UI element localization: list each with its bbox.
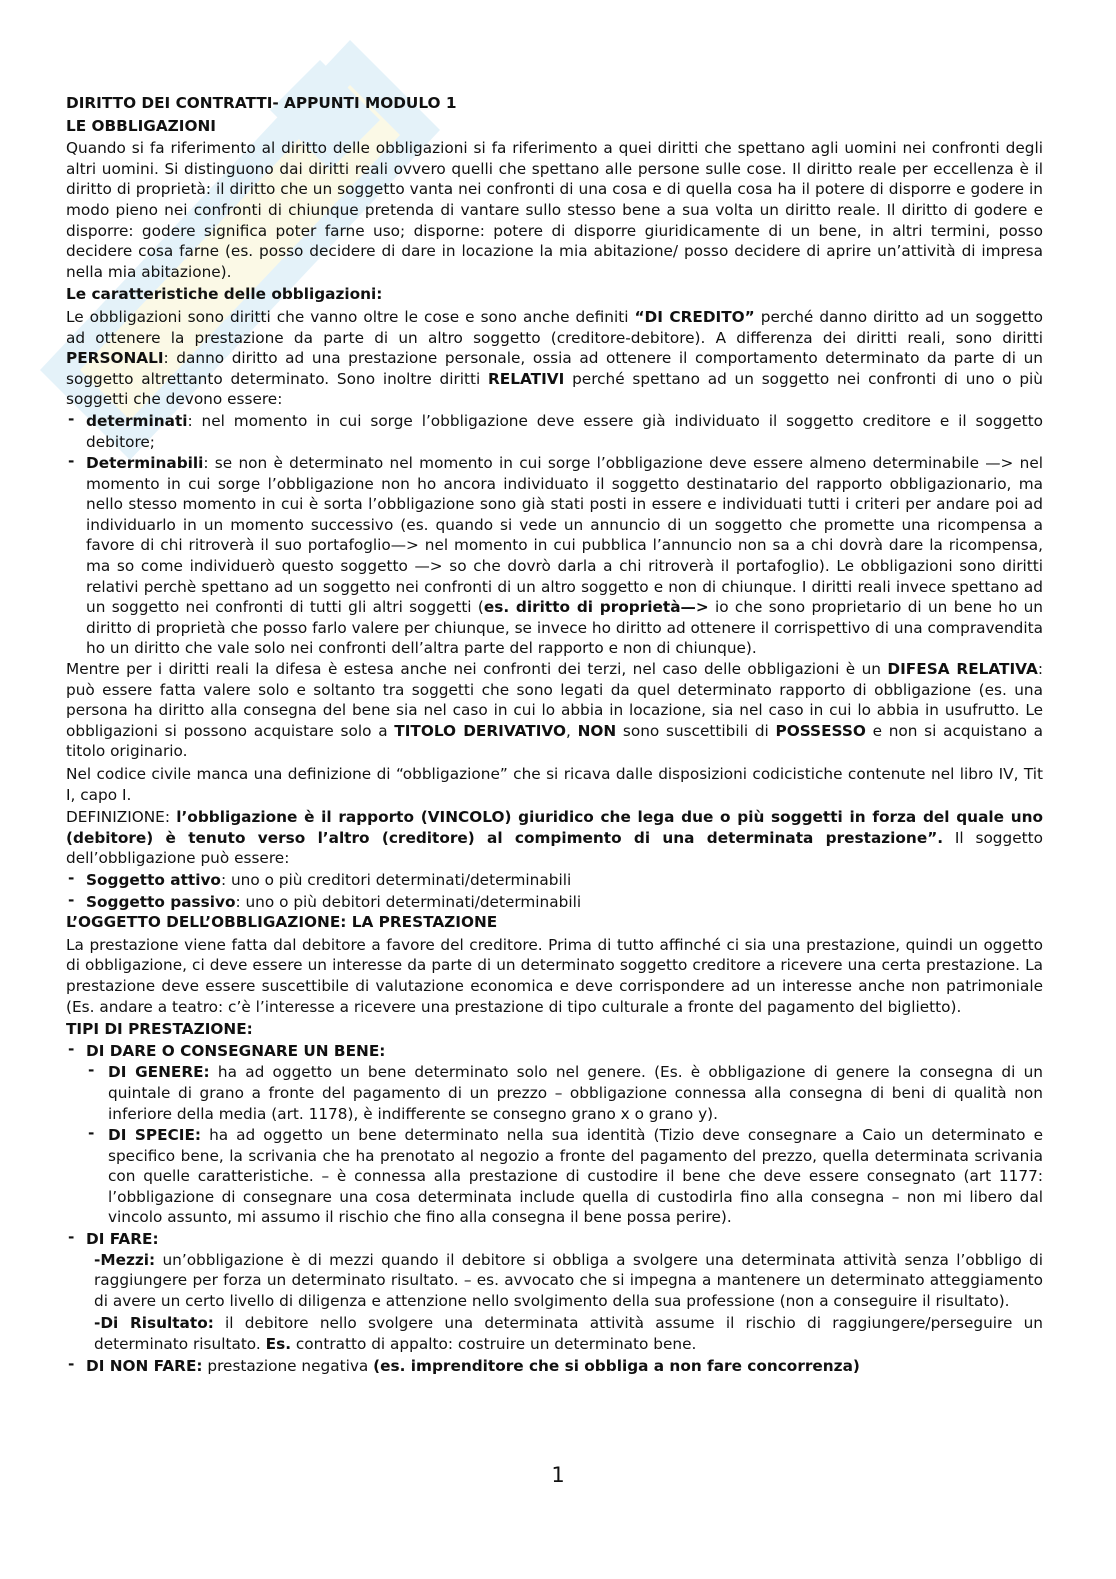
document-body <box>66 93 1043 1376</box>
list-item-soggetto-passivo <box>66 892 1043 913</box>
text-run: : danno diritto ad una prestazione personale, ossia ad ottenere il comportamento determinato da parte di un soggetto altrettanto determinato. Sono inoltre diritti <box>66 349 1043 388</box>
bold-run: RELATIVI <box>488 369 565 388</box>
list-fare <box>66 1229 1043 1250</box>
text-run: ha ad oggetto un bene determinato solo nel genere. (Es. è obbligazione di genere la consegna di un quintale di grano a fronte del pagamento di un prezzo – obbligazione connessa alla consegna di beni di qualità non inferiore della media (art. 1178), è indifferente se consegno grano x o grano y). <box>108 1063 1043 1123</box>
bold-run: PERSONALI <box>66 349 164 368</box>
subheading-caratteristiche: Le caratteristiche delle obbligazioni: <box>66 285 383 304</box>
bold-run: NON <box>577 721 617 740</box>
paragraph-difesa <box>66 659 1043 762</box>
bold-run: l’obbligazione è il rapporto (VINCOLO) giuridico che lega due o più soggetti in forza del quale uno (debitore) è tenuto verso l’altro (creditore) al compimento di una determinata prestazione”. <box>66 808 1043 847</box>
term: DI GENERE: <box>108 1063 210 1082</box>
term: DI SPECIE: <box>108 1126 202 1145</box>
paragraph-mezzi <box>66 1250 1043 1312</box>
bold-run: es. diritto di proprietà—> <box>483 598 709 617</box>
list-non-fare <box>66 1356 1043 1377</box>
list-item-non-fare <box>66 1356 1043 1377</box>
text-run: prestazione negativa <box>202 1356 374 1375</box>
bold-run: (es. imprenditore che si obbliga a non fare concorrenza) <box>373 1356 860 1375</box>
list-soggetto <box>66 870 1043 912</box>
text-run: perché spettano ad un soggetto nei confronti di uno o più soggetti che devono essere: <box>66 369 1043 409</box>
paragraph-risultato <box>66 1313 1043 1354</box>
list-item-dare <box>66 1041 1043 1062</box>
list-item-genere <box>66 1062 1043 1124</box>
term: Determinabili <box>86 454 204 473</box>
text-run: Mentre per i diritti reali la difesa è estesa anche nei confronti dei terzi, nel caso delle obbligazioni è un <box>66 660 888 679</box>
subheading-tipi: TIPI DI PRESTAZIONE: <box>66 1020 253 1039</box>
term: DI FARE: <box>86 1230 159 1249</box>
list-item-specie <box>66 1125 1043 1228</box>
term: DI DARE O CONSEGNARE UN BENE: <box>86 1041 386 1060</box>
list-item-determinabili <box>66 453 1043 659</box>
text-run: sono suscettibili di <box>616 721 776 740</box>
text-run: Il soggetto dell’obbligazione può essere: <box>66 828 1043 868</box>
list-tipi-prestazione <box>66 1041 1043 1062</box>
term: Soggetto attivo <box>86 870 221 889</box>
text-run: : uno o più creditori determinati/determinabili <box>220 870 572 889</box>
paragraph-prestazione: La prestazione viene fatta dal debitore a favore del creditore. Prima di tutto affinché ci sia una prestazione, quindi un oggetto di obbligazione, ci deve essere un interesse da parte di un determinato soggetto creditore a ricevere una certa prestazione. La prestazione deve essere suscettibile di valutazione economica e deve corrispondere ad un interesse anche non patrimoniale (Es. andare a teatro: c’è l’interesse a ricevere una prestazione di tipo culturale a fronte del pagamento del biglietto). <box>66 935 1043 1016</box>
text-run: ha ad oggetto un bene determinato nella sua identità (Tizio deve consegnare a Caio un determinato e specifico bene, la scrivania che ha prenotato al negozio a fronte del pagamento del prezzo, quella determinata scrivania con quelle caratteristiche. – è connessa alla prestazione di custodire il bene che deve essere consegnato (art 1177: l’obbligazione di consegnare una cosa determinata include quella di custodirla fino alla consegna – non mi libero dal vincolo assunto, mi assumo il rischio che fino alla consegna il bene possa perire). <box>108 1126 1043 1227</box>
page-number: 1 <box>551 1463 565 1487</box>
term: determinati <box>86 411 188 430</box>
bold-run: DIFESA RELATIVA <box>887 660 1038 679</box>
bold-run: “DI CREDITO” <box>634 307 755 326</box>
list-item-soggetto-attivo <box>66 870 1043 891</box>
document-title: DIRITTO DEI CONTRATTI- APPUNTI MODULO 1 <box>66 94 457 112</box>
text-run: e non si acquistano a titolo originario. <box>66 721 1044 761</box>
text-run: contratto di appalto: costruire un determinato bene. <box>291 1335 697 1354</box>
bold-run: POSSESSO <box>775 721 866 740</box>
text-run: il debitore nello svolgere una determinata attività assume il rischio di raggiungere/perseguire un determinato risultato. <box>94 1314 1044 1354</box>
paragraph-intro: Quando si fa riferimento al diritto delle obbligazioni si fa riferimento a quei diritti che spettano agli uomini nei confronti degli altri uomini. Si distinguono dai diritti reali ovvero quelli che spettano alle persone sulle cose. Il diritto reale per eccellenza è il diritto di proprietà: il diritto che un soggetto vanta nei confronti di una cosa e di quella cosa ha il potere di disporre e godere in modo pieno nei confronti di chiunque pretenda di vantare sullo stesso bene a sua volta un diritto reale. Il diritto di godere e disporre: godere significa poter farne uso; disporne: potere di disporre giuridicamente di un bene, in altri termini, posso decidere cosa farne (es. posso decidere di dare in locazione la mia abitazione/ posso decidere di aprire un’attività di impresa nella mia abitazione). <box>66 139 1043 281</box>
list-dare <box>66 1062 1043 1228</box>
text-run: : può essere fatta valere solo e soltanto tra soggetti che sono legati da quel determinato rapporto di obbligazione (es. una persona ha diritto alla consegna del bene sia nel caso in cui lo abbia in locazione, sia nel caso in cui lo abbia in usufrutto. Le obbligazioni si possono acquistare solo a <box>66 660 1043 740</box>
bold-run: Es. <box>265 1335 292 1354</box>
term: -Mezzi: <box>94 1250 156 1269</box>
term: -Di Risultato: <box>94 1314 214 1333</box>
term: DI NON FARE: <box>86 1356 203 1375</box>
list-item-fare <box>66 1229 1043 1250</box>
text-run: DEFINIZIONE: <box>66 808 177 827</box>
text-run: : nel momento in cui sorge l’obbligazione deve essere già individuato il soggetto creditore e il soggetto debitore; <box>86 411 1043 451</box>
list-item-determinati <box>66 411 1043 452</box>
text-run: Le obbligazioni sono diritti che vanno oltre le cose e sono anche definiti <box>66 307 635 326</box>
text-run: : uno o più debitori determinati/determinabili <box>235 892 582 911</box>
paragraph-caratteristiche <box>66 307 1043 410</box>
text-run: , <box>566 721 578 740</box>
section-heading-oggetto: L’OGGETTO DELL’OBBLIGAZIONE: LA PRESTAZIONE <box>66 913 498 932</box>
text-run: un’obbligazione è di mezzi quando il debitore si obbliga a svolgere una determinata attività senza l’obbligo di raggiungere per forza un determinato risultato. – es. avvocato che si impegna a mantenere un determinato atteggiamento di avere un certo livello di diligenza e attenzione nello svolgimento della sua professione (non a conseguire il risultato). <box>94 1250 1043 1310</box>
text-run: io che sono proprietario di un bene ho un diritto di proprietà che posso farlo valere per chiunque, se invece ho diritto ad ottenere il corrispettivo di una compravendita ho un diritto che vale solo nei confronti dell’altra parte del rapporto e non di chiunque). <box>86 598 1043 658</box>
list-soggetti <box>66 411 1043 659</box>
paragraph-definizione <box>66 807 1043 869</box>
paragraph-codice-civile: Nel codice civile manca una definizione di “obbligazione” che si ricava dalle disposizioni codicistiche contenute nel libro IV, Tit I, capo I. <box>66 765 1043 804</box>
term: Soggetto passivo <box>86 892 236 911</box>
text-run: : se non è determinato nel momento in cui sorge l’obbligazione deve essere almeno determinabile —> nel momento in cui sorge l’obbligazione non ho ancora individuato il soggetto destinatario del rapporto obbligazionario, ma nello stesso momento in cui è sorta l’obbligazione sono già stati posti in essere e individuati tutti i criteri per andare poi ad individuarlo in un momento successivo (es. quando si vede un annuncio di un soggetto che promette una ricompensa a favore di chi ritroverà il suo portafoglio—> nel momento in cui pubblica l’annuncio non sa a chi dovrà dare la ricompensa, ma so come individuerò questo soggetto —> so che dovrò darla a chi ritroverà il portafoglio). Le obbligazioni sono diritti relativi perchè spettano ad un soggetto nei confronti di un altro soggetto e non di chiunque. I diritti reali invece spettano ad un soggetto nei confronti di tutti gli altri soggetti ( <box>86 454 1043 617</box>
text-run: perché danno diritto ad un soggetto ad ottenere la prestazione da parte di un altro soggetto (creditore-debitore). A differenza dei diritti reali, sono diritti <box>66 307 1043 347</box>
bold-run: TITOLO DERIVATIVO <box>394 721 566 740</box>
section-heading-obbligazioni: LE OBBLIGAZIONI <box>66 116 216 135</box>
